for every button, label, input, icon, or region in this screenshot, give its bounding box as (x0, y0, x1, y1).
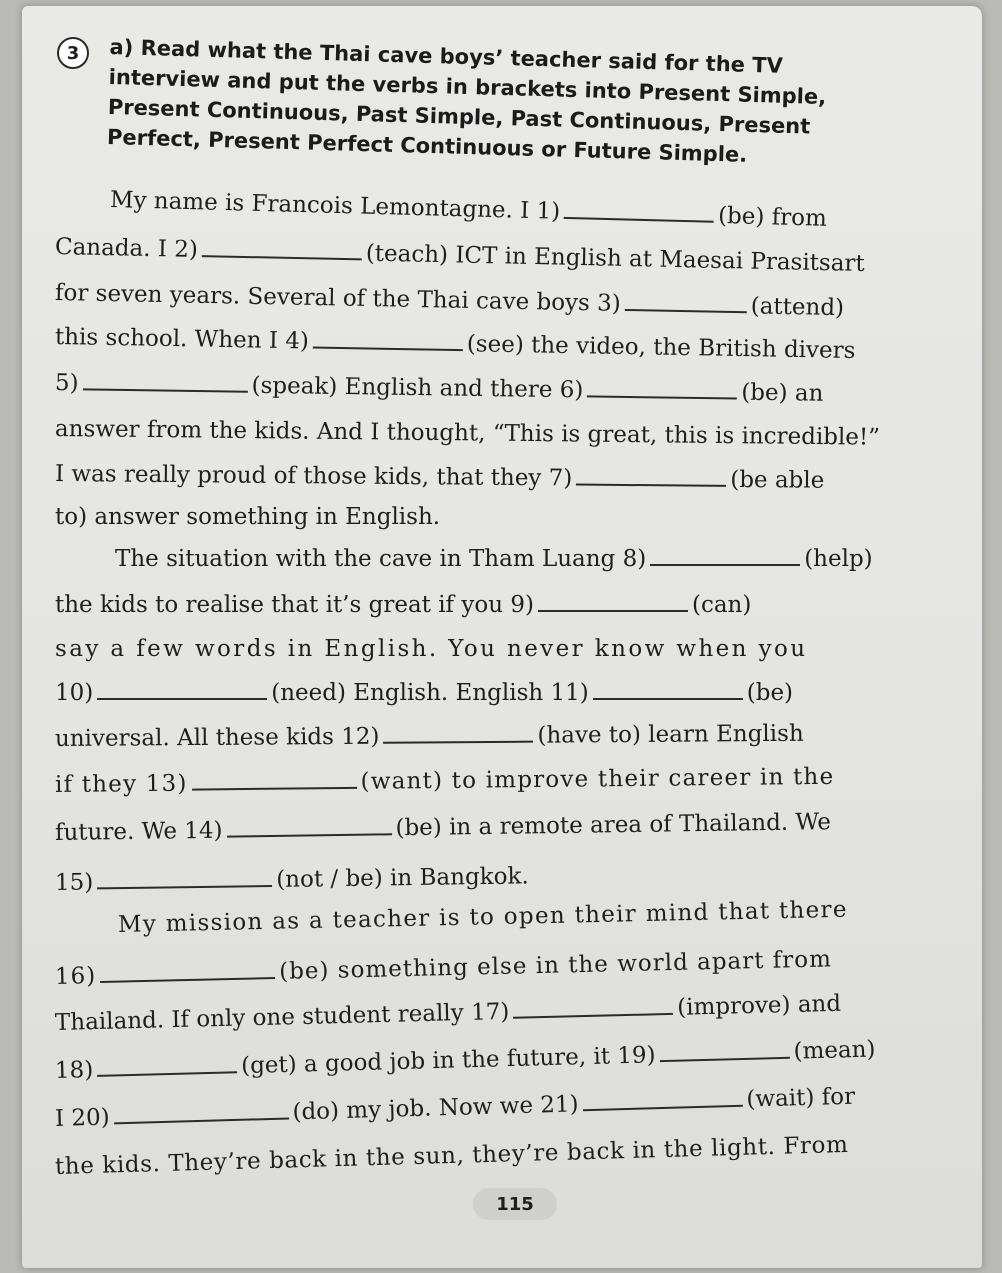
text-line-4: this school. When I 4) (see) the video, the British divers (54, 324, 856, 364)
answer-blank-16[interactable] (100, 959, 275, 983)
instruction-text: a) Read what the Thai cave boys’ teacher said for the TV interview and put the verbs in brackets into Present Simple, Present Continuous, Past Simple, Past Continuous, Present Perfect, Present Perfect Continuous or Future Simple. (106, 34, 827, 167)
text-line-10: the kids to realise that it’s great if you 9) (can) (55, 592, 752, 618)
answer-blank-1[interactable] (564, 199, 714, 223)
text-line-19: Thailand. If only one student really 17) (improve) and (54, 990, 842, 1036)
answer-blank-3[interactable] (625, 291, 747, 313)
answer-blank-12[interactable] (383, 723, 533, 744)
page-number: 115 (473, 1188, 557, 1220)
text-line-16: 15) (not / be) in Bangkok. (54, 863, 529, 896)
text-line-22: the kids. They’re back in the sun, they’re back in the light. From (54, 1131, 849, 1180)
text-line-6: answer from the kids. And I thought, “This is great, this is incredible!” (54, 416, 881, 451)
text-line-11: say a few words in English. You never know when you (55, 636, 808, 662)
text-line-5: 5) (speak) English and there 6) (be) an (54, 370, 824, 407)
answer-blank-15[interactable] (97, 867, 272, 889)
answer-blank-8[interactable] (650, 546, 800, 566)
text-line-13: universal. All these kids 12) (have to) learn English (54, 720, 804, 752)
text-line-21: I 20) (do) my job. Now we 21) (wait) for (54, 1083, 856, 1132)
answer-blank-10[interactable] (97, 680, 267, 700)
text-line-7: I was really proud of those kids, that they 7) (be able (54, 461, 825, 494)
answer-blank-20[interactable] (113, 1099, 288, 1124)
text-line-1: My name is Francois Lemontagne. I 1) (be) from (109, 187, 828, 232)
text-line-17: My mission as a teacher is to open their mind that there (117, 896, 849, 938)
answer-blank-9[interactable] (538, 592, 688, 612)
exercise-instruction (107, 32, 870, 173)
text-line-8: to) answer something in English. (55, 504, 441, 530)
answer-blank-4[interactable] (313, 329, 463, 352)
answer-blank-21[interactable] (582, 1087, 742, 1111)
text-line-9: The situation with the cave in Tham Luang 8) (help) (115, 546, 873, 572)
answer-blank-2[interactable] (202, 237, 362, 260)
exercise-number-badge: 3 (57, 37, 89, 69)
text-line-3: for seven years. Several of the Thai cave boys 3) (attend) (54, 280, 845, 322)
answer-blank-6[interactable] (587, 377, 737, 399)
text-line-2: Canada. I 2) (teach) ICT in English at Maesai Prasitsart (54, 234, 865, 277)
text-line-12: 10) (need) English. English 11) (be) (55, 680, 794, 706)
answer-blank-17[interactable] (513, 995, 673, 1019)
answer-blank-13[interactable] (191, 769, 356, 791)
text-line-14: if they 13) (want) to improve their career in the (54, 763, 835, 798)
answer-blank-14[interactable] (226, 815, 391, 837)
text-line-20: 18) (get) a good job in the future, it 19) (mean) (54, 1036, 876, 1084)
answer-blank-7[interactable] (576, 466, 726, 487)
text-line-18: 16) (be) something else in the world apart from (54, 946, 833, 990)
answer-blank-5[interactable] (83, 370, 248, 392)
answer-blank-11[interactable] (593, 680, 743, 700)
answer-blank-18[interactable] (97, 1053, 237, 1077)
answer-blank-19[interactable] (659, 1039, 789, 1062)
text-line-15: future. We 14) (be) in a remote area of Thailand. We (54, 809, 832, 846)
